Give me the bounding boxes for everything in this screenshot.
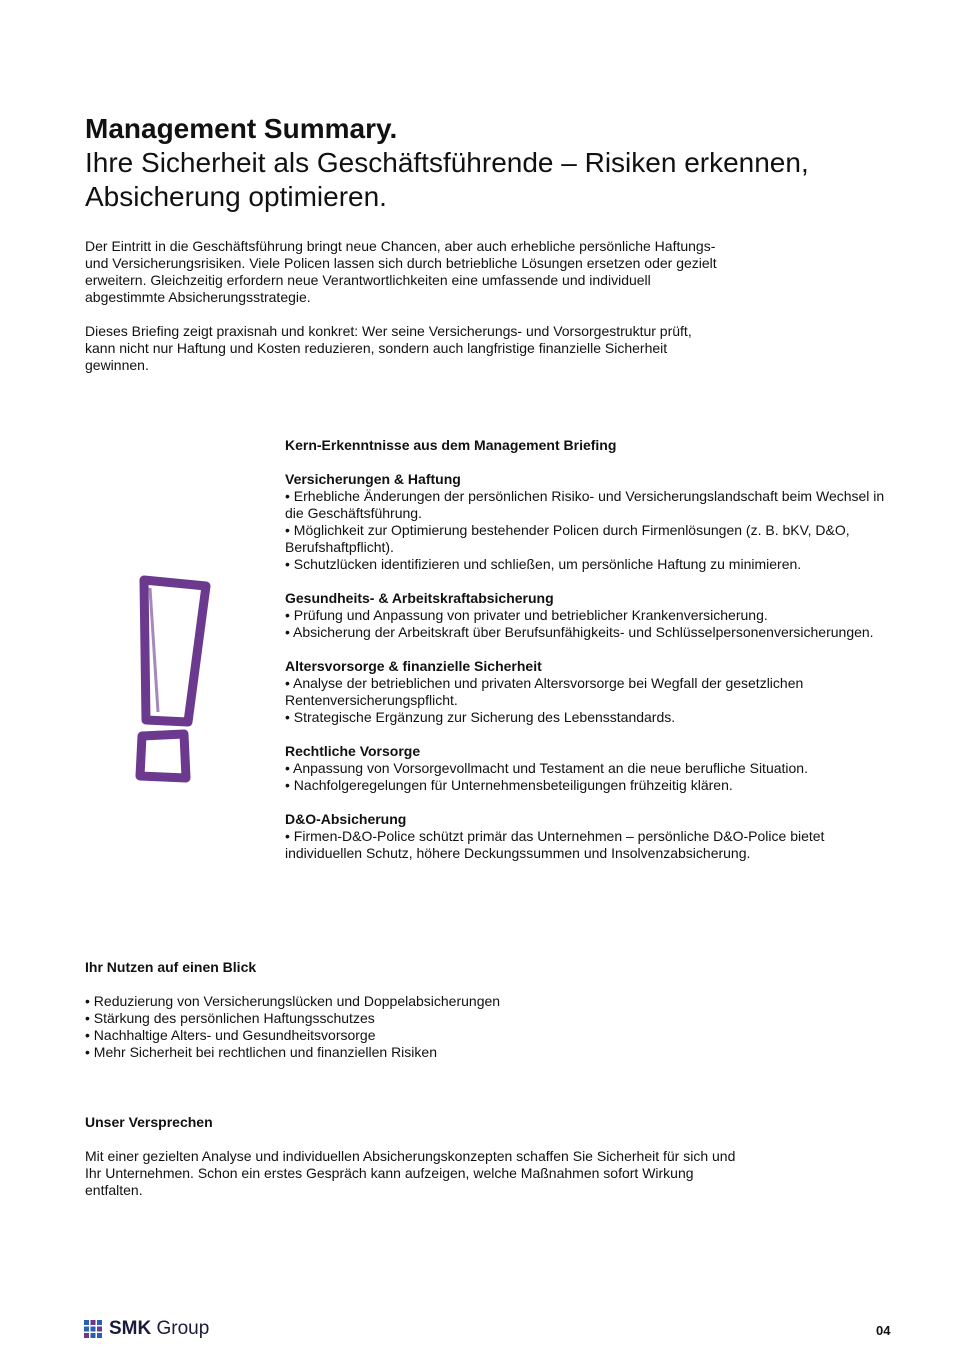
insight-item: • Firmen-D&O-Police schützt primär das Unternehmen – persönliche D&O-Police bietet individuellen Schutz, höhere Deckungssummen und Insolvenzabsicherung. [285, 828, 825, 861]
core-insights-heading: Kern-Erkenntnisse aus dem Management Briefing [285, 437, 617, 453]
core-insights [285, 437, 885, 879]
insight-section-title: Gesundheits- & Arbeitskraftabsicherung [285, 590, 554, 606]
intro-paragraph: Der Eintritt in die Geschäftsführung bringt neue Chancen, aber auch erhebliche persönliche Haftungs- und Versicherungsrisiken. Viele Policen lassen sich durch betriebliche Lösungen ersetzen oder gezielt erweitern. Gleichzeitig erfordern neue Verantwortlichkeiten eine umfassende und individuell abgestimmte Absicherungsstrategie. [85, 238, 717, 305]
insight-item: • Möglichkeit zur Optimierung bestehender Policen durch Firmenlösungen (z. B. bKV, D&O, Berufshaftpflicht). [285, 522, 850, 555]
insight-section-title: Versicherungen & Haftung [285, 471, 461, 487]
company-logo [84, 1318, 209, 1340]
insight-item: • Analyse der betrieblichen und privaten Altersvorsorge bei Wegfall der gesetzlichen Rentenversicherungspflicht. [285, 675, 804, 708]
benefits-section [85, 959, 785, 1061]
insight-section-title: Rechtliche Vorsorge [285, 743, 421, 759]
promise-section [85, 1114, 745, 1199]
insight-item: • Anpassung von Vorsorgevollmacht und Testament an die neue berufliche Situation. [285, 760, 808, 776]
benefit-item: • Reduzierung von Versicherungslücken und Doppelabsicherungen [85, 993, 501, 1009]
promise-text: Mit einer gezielten Analyse und individuellen Absicherungskonzepten schaffen Sie Sicherheit für sich und Ihr Unternehmen. Schon ein erstes Gespräch kann aufzeigen, welche Maßnahmen sofort Wirkung entfalten. [85, 1148, 736, 1198]
insight-section-title: Altersvorsorge & finanzielle Sicherheit [285, 658, 542, 674]
insight-item: • Strategische Ergänzung zur Sicherung des Lebensstandards. [285, 709, 676, 725]
logo-text-bold: SMK [109, 1318, 152, 1339]
exclamation-mark-icon [128, 572, 218, 787]
insight-item: • Absicherung der Arbeitskraft über Berufsunfähigkeits- und Schlüsselpersonenversicherungen. [285, 624, 874, 640]
insight-section [285, 471, 885, 573]
page-title: Management Summary. [85, 113, 398, 144]
insight-section [285, 658, 885, 726]
intro-paragraph: Dieses Briefing zeigt praxisnah und konkret: Wer seine Versicherungs- und Vorsorgestruktur prüft, kann nicht nur Haftung und Kosten reduzieren, sondern auch langfristige finanzielle Sicherheit gewinnen. [85, 323, 692, 373]
logo-text [109, 1318, 209, 1340]
insight-section [285, 590, 885, 641]
benefit-item: • Mehr Sicherheit bei rechtlichen und finanziellen Risiken [85, 1044, 437, 1060]
benefits-heading: Ihr Nutzen auf einen Blick [85, 959, 257, 975]
logo-text-rest: Group [151, 1318, 210, 1339]
page-number: 04 [876, 1323, 891, 1338]
insight-item: • Nachfolgeregelungen für Unternehmensbeteiligungen frühzeitig klären. [285, 777, 733, 793]
insight-item: • Prüfung und Anpassung von privater und betrieblicher Krankenversicherung. [285, 607, 768, 623]
benefit-item: • Nachhaltige Alters- und Gesundheitsvorsorge [85, 1027, 376, 1043]
insight-section [285, 811, 885, 862]
insight-section [285, 743, 885, 794]
grid-logo-icon [84, 1320, 102, 1338]
intro-section [85, 238, 725, 391]
insight-item: • Erhebliche Änderungen der persönlichen Risiko- und Versicherungslandschaft beim Wechsel in die Geschäftsführung. [285, 488, 885, 521]
page-subtitle: Ihre Sicherheit als Geschäftsführende – Risiken erkennen, Absicherung optimieren. [85, 147, 809, 212]
insight-item: • Schutzlücken identifizieren und schließen, um persönliche Haftung zu minimieren. [285, 556, 802, 572]
promise-heading: Unser Versprechen [85, 1114, 213, 1130]
insight-section-title: D&O-Absicherung [285, 811, 407, 827]
benefit-item: • Stärkung des persönlichen Haftungsschutzes [85, 1010, 375, 1026]
